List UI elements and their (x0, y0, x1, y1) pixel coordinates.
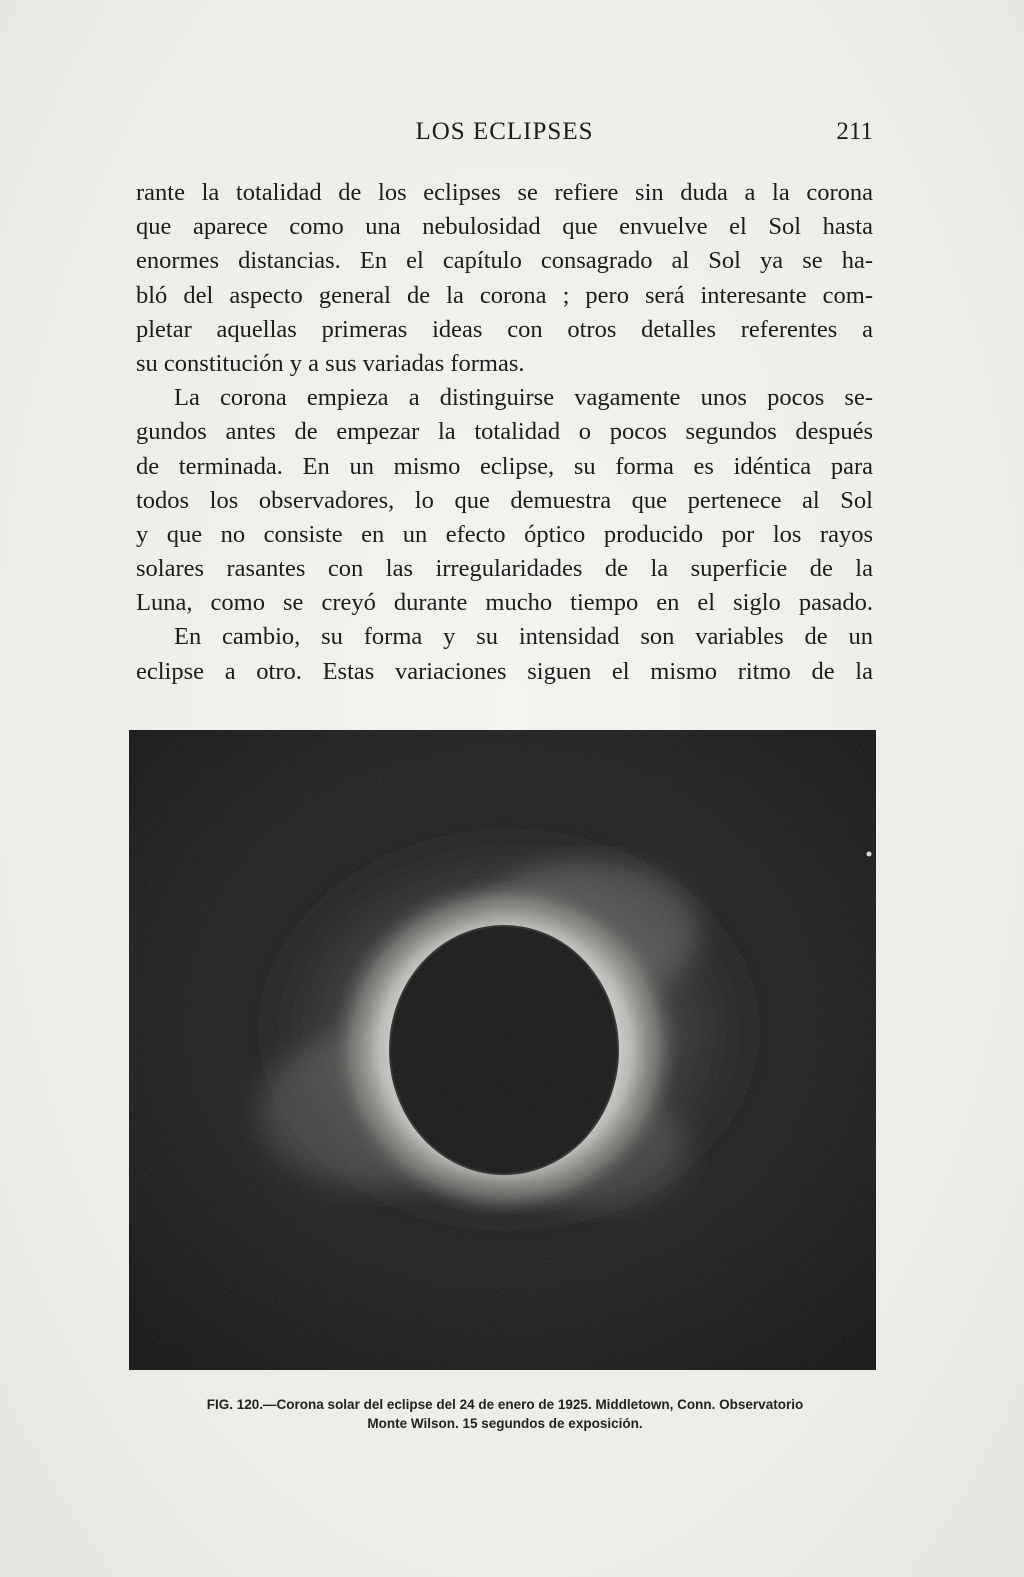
page-number: 211 (836, 118, 873, 145)
text-line: que aparece como una nebulosidad que envuelve el Sol hasta (136, 213, 873, 241)
text-line: de terminada. En un mismo eclipse, su forma es idéntica para (136, 452, 873, 480)
caption-line: FIG. 120.—Corona solar del eclipse del 24 de enero de 1925. Middletown, Conn. Observatorio (206, 1397, 804, 1412)
text-line: pletar aquellas primeras ideas con otros detalles referentes a (136, 315, 873, 343)
caption-line: Monte Wilson. 15 segundos de exposición. (367, 1416, 643, 1431)
text-line: bló del aspecto general de la corona ; pero será interesante com- (136, 281, 873, 309)
page-header (136, 118, 873, 152)
text-line: y que no consiste en un efecto óptico producido por los rayos (136, 520, 873, 548)
star-speck (867, 852, 872, 857)
paragraph-start-line: En cambio, su forma y su intensidad son variables de un (174, 623, 873, 651)
text-line: eclipse a otro. Estas variaciones siguen el mismo ritmo de la (136, 657, 873, 685)
solar-corona-image (129, 730, 876, 1370)
text-line: Luna, como se creyó durante mucho tiempo en el siglo pasado. (136, 589, 873, 617)
body-text (136, 176, 873, 689)
text-line: solares rasantes con las irregularidades de la superficie de la (136, 555, 873, 583)
text-line: su constitución y a sus variadas formas. (136, 349, 525, 377)
figure-caption (140, 1395, 870, 1433)
eclipse-photograph (129, 730, 876, 1370)
text-line: todos los observadores, lo que demuestra que pertenece al Sol (136, 486, 873, 514)
paragraph-start-line: La corona empieza a distinguirse vagamente unos pocos se- (174, 384, 873, 412)
text-line: rante la totalidad de los eclipses se refiere sin duda a la corona (136, 179, 873, 206)
text-line: enormes distancias. En el capítulo consagrado al Sol ya se ha- (136, 247, 873, 275)
running-title: LOS ECLIPSES (415, 118, 594, 145)
text-line: gundos antes de empezar la totalidad o pocos segundos después (136, 418, 873, 446)
